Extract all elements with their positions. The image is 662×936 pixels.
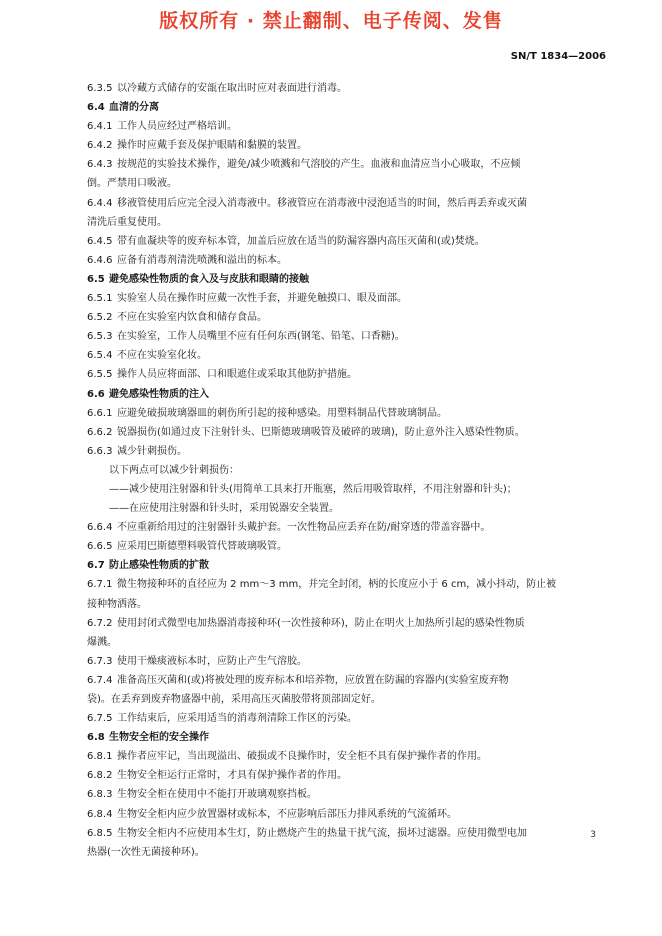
clause-continuation [87, 633, 607, 652]
section-heading [87, 728, 607, 747]
clause-number: 6.5.5 [87, 369, 113, 381]
clause-item [87, 136, 607, 155]
clause-text: 使用干燥痰液标本时，应防止产生气溶胶。 [117, 655, 307, 667]
clause-text: 清洗后重复使用。 [87, 216, 167, 228]
document-body [87, 79, 607, 862]
clause-text: 使用封闭式微型电加热器消毒接种环(一次性接种环)，防止在明火上加热所引起的感染性物质 [117, 617, 525, 629]
clause-number: 6.8.2 [87, 770, 113, 782]
clause-number: 6.3.5 [87, 83, 113, 94]
clause-item [87, 518, 607, 537]
clause-number: 6.4.2 [87, 140, 113, 152]
section-heading [87, 270, 607, 289]
clause-text: 倒。严禁用口吸液。 [87, 178, 177, 190]
clause-item [87, 346, 607, 365]
clause-item [87, 155, 607, 174]
clause-text: 生物安全柜运行正常时，才具有保护操作者的作用。 [117, 770, 347, 782]
clause-item [87, 709, 607, 728]
clause-number: 6.4 [87, 102, 105, 114]
page-number: 3 [590, 830, 596, 840]
clause-text: 应采用巴斯德塑料吸管代替玻璃吸管。 [117, 541, 287, 553]
clause-continuation [87, 174, 607, 193]
clause-text: 不应重新给用过的注射器针头戴护套。一次性物品应丢弃在防/耐穿透的带盖容器中。 [117, 522, 491, 534]
clause-number: 6.7.3 [87, 655, 113, 667]
clause-text: 工作结束后，应采用适当的消毒剂清除工作区的污染。 [117, 713, 357, 725]
standard-code: SN/T 1834—2006 [510, 51, 606, 62]
clause-text: 不应在实验室内饮食和储存食品。 [117, 312, 267, 324]
clause-item [87, 404, 607, 423]
clause-text: 工作人员应经过严格培训。 [117, 121, 237, 133]
clause-item [87, 327, 607, 346]
clause-item [87, 537, 607, 556]
clause-item [87, 671, 607, 690]
section-heading [87, 556, 607, 575]
clause-item [87, 365, 607, 384]
clause-text: 血清的分离 [109, 102, 159, 114]
clause-text: 准备高压灭菌和(或)将被处理的废弃标本和培养物，应放置在防漏的容器内(实验室废弃物 [117, 674, 509, 686]
clause-number: 6.8.5 [87, 827, 113, 839]
section-heading [87, 385, 607, 404]
watermark: 版权所有 · 禁止翻制、电子传阅、发售 [159, 10, 503, 32]
clause-item [87, 614, 607, 633]
clause-number: 6.6.2 [87, 426, 113, 438]
clause-text: 袋)。在丢弃到废弃物盛器中前，采用高压灭菌胶带将顶部固定好。 [87, 694, 381, 705]
clause-item [87, 785, 607, 804]
clause-text: 不应在实验室化妆。 [117, 350, 207, 362]
clause-item [87, 824, 607, 843]
clause-continuation [87, 690, 607, 709]
clause-number: 6.8.1 [87, 751, 113, 763]
clause-continuation [87, 843, 607, 862]
clause-number: 6.5 [87, 273, 105, 285]
clause-text: ——在应使用注射器和针头时，采用锐器安全装置。 [109, 503, 339, 515]
clause-text: 实验室人员在操作时应戴一次性手套，并避免触摸口、眼及面部。 [117, 293, 407, 305]
clause-text: 锐器损伤(如通过皮下注射针头、巴斯德玻璃吸管及破碎的玻璃)，防止意外注入感染性物质。 [117, 426, 525, 438]
clause-number: 6.5.4 [87, 350, 113, 362]
clause-item [87, 308, 607, 327]
clause-number: 6.4.6 [87, 254, 113, 266]
clause-text: 以下两点可以减少针刺损伤： [109, 464, 239, 476]
clause-number: 6.7 [87, 560, 105, 572]
clause-number: 6.4.5 [87, 235, 113, 247]
clause-item [87, 79, 607, 98]
clause-text: 微生物接种环的直径应为 2 mm～3 mm，并完全封闭，柄的长度应小于 6 cm，减小抖动，防止被 [117, 579, 557, 591]
clause-text: 以冷藏方式储存的安瓿在取出时应对表面进行消毒。 [117, 83, 347, 94]
clause-item [87, 289, 607, 308]
clause-number: 6.6 [87, 388, 105, 400]
clause-text: 操作时应戴手套及保护眼睛和黏膜的装置。 [117, 140, 307, 152]
clause-number: 6.8 [87, 732, 105, 744]
dash-list-item [87, 480, 607, 499]
clause-text: 生物安全柜内不应使用本生灯，防止燃烧产生的热量干扰气流，损坏过滤器。应使用微型电加 [117, 827, 527, 839]
clause-number: 6.5.3 [87, 331, 113, 343]
clause-number: 6.7.5 [87, 713, 113, 725]
clause-number: 6.5.1 [87, 293, 113, 305]
clause-number: 6.6.1 [87, 407, 113, 419]
clause-item [87, 575, 607, 594]
clause-number: 6.6.4 [87, 522, 113, 534]
clause-number: 6.4.1 [87, 121, 113, 133]
clause-continuation [87, 213, 607, 232]
clause-text: 生物安全柜的安全操作 [109, 732, 209, 744]
clause-number: 6.6.5 [87, 541, 113, 553]
clause-text: 生物安全柜在使用中不能打开玻璃观察挡板。 [117, 789, 317, 801]
clause-number: 6.4.3 [87, 159, 113, 171]
clause-text: 操作人员应将面部、口和眼遮住或采取其他防护措施。 [117, 369, 357, 381]
clause-text: 应备有消毒剂清洗喷溅和溢出的标本。 [117, 254, 287, 266]
clause-item [87, 805, 607, 824]
clause-number: 6.7.4 [87, 674, 113, 686]
clause-number: 6.8.3 [87, 789, 113, 801]
clause-item [87, 652, 607, 671]
clause-item [87, 747, 607, 766]
clause-item [87, 117, 607, 136]
clause-item [87, 251, 607, 270]
clause-continuation [87, 595, 607, 614]
clause-text: 防止感染性物质的扩散 [109, 560, 209, 572]
clause-note [87, 461, 607, 480]
clause-text: 操作者应牢记，当出现溢出、破损或不良操作时，安全柜不具有保护操作者的作用。 [117, 751, 487, 763]
clause-item [87, 232, 607, 251]
clause-text: 应避免破损玻璃器皿的刺伤所引起的接种感染。用塑料制品代替玻璃制品。 [117, 407, 447, 419]
clause-number: 6.7.2 [87, 617, 113, 629]
clause-number: 6.4.4 [87, 197, 113, 209]
clause-text: 避免感染性物质的食入及与皮肤和眼睛的接触 [109, 273, 309, 285]
clause-text: 在实验室，工作人员嘴里不应有任何东西(钢笔、铅笔、口香糖)。 [117, 331, 405, 343]
clause-text: 爆溅。 [87, 636, 117, 648]
clause-text: 避免感染性物质的注入 [109, 388, 209, 400]
clause-number: 6.7.1 [87, 579, 113, 591]
clause-text: 带有血凝块等的废弃标本管，加盖后应放在适当的防漏容器内高压灭菌和(或)焚烧。 [117, 235, 485, 247]
section-heading [87, 98, 607, 117]
clause-number: 6.8.4 [87, 808, 113, 820]
clause-text: ——减少使用注射器和针头(用简单工具来打开瓶塞，然后用吸管取样，不用注射器和针头)； [109, 483, 517, 495]
clause-item [87, 423, 607, 442]
clause-item [87, 442, 607, 461]
clause-text: 移液管使用后应完全浸入消毒液中。移液管应在消毒液中浸泡适当的时间，然后再丢弃或灭菌 [117, 197, 527, 209]
clause-number: 6.5.2 [87, 312, 113, 324]
clause-item [87, 194, 607, 213]
dash-list-item [87, 499, 607, 518]
clause-text: 热器(一次性无菌接种环)。 [87, 846, 205, 858]
clause-item [87, 766, 607, 785]
clause-text: 减少针刺损伤。 [117, 445, 187, 457]
clause-text: 生物安全柜内应少放置器材或标本，不应影响后部压力排风系统的气流循环。 [117, 808, 457, 820]
clause-text: 按规范的实验技术操作，避免/减少喷溅和气溶胶的产生。血液和血清应当小心吸取，不应倾 [117, 159, 521, 171]
clause-text: 接种物洒落。 [87, 598, 147, 610]
clause-number: 6.6.3 [87, 445, 113, 457]
